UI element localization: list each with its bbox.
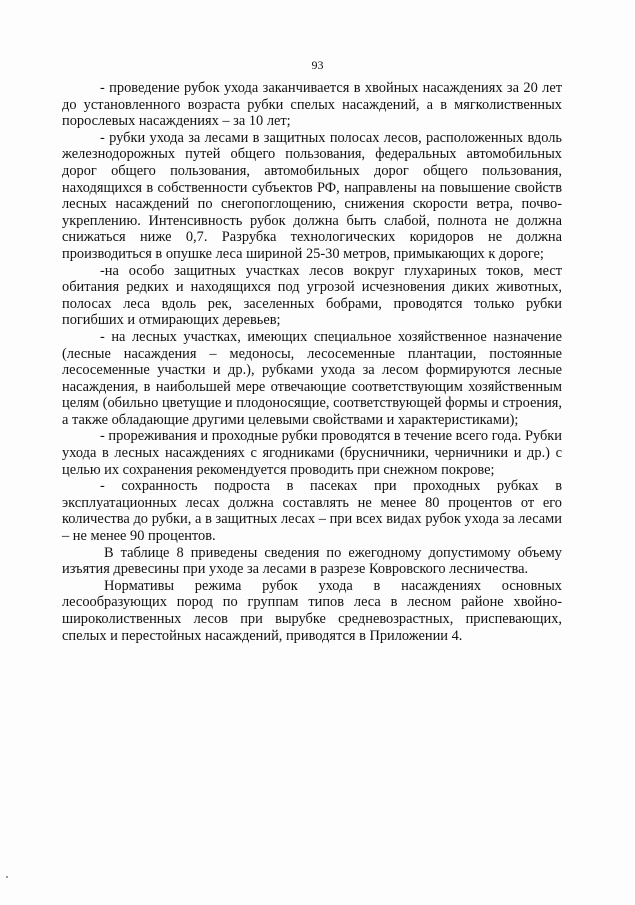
paragraph-table-8-reference: В таблице 8 приведены сведения по ежегодному допустимому объему изъятия древесины при уходе за лесами в разрезе Ковровского лесничества.: [62, 544, 562, 578]
paragraph-thinning-season: - прореживания и проходные рубки проводятся в течение всего года. Рубки ухода в лесных насаждениях с ягодниками (брусничники, черничники и др.) с целью их сохранения рекомендуется проводить при снежном покрове;: [62, 428, 562, 478]
body-text: [62, 80, 562, 644]
page-number: 93: [311, 58, 324, 72]
paragraph-protective-strips: - рубки ухода за лесами в защитных полосах лесов, расположенных вдоль железнодорожных путей общего пользования, федеральных автомобильных дорог общего пользования, автомобильных дорог общего пользования, находящихся в собственности субъектов РФ, направлены на повышение свойств лесных насаждений по снегопоглощению, снижения скорости ветра, почво-укреплению. Интенсивность рубок должна быть слабой, полнота не должна снижаться ниже 0,7. Разрубка технологических коридоров не должна производиться в опушке леса шириной 25-30 метров, примыкающих к дороге;: [62, 129, 562, 262]
paragraph-thinning-end: - проведение рубок ухода заканчивается в хвойных насаждениях за 20 лет до установленного возраста рубки спелых насаждений, а в мягколиственных порослевых насаждениях – за 10 лет;: [62, 80, 562, 130]
paragraph-appendix-4-reference: Нормативы режима рубок ухода в насаждениях основных лесообразующих пород по группам типов леса в лесном районе хвойно-широколиственных лесов при вырубке средневозрастных, приспевающих, спелых и перестойных насаждений, приводятся в Приложении 4.: [62, 577, 562, 644]
scan-speck: [6, 876, 8, 878]
paragraph-special-purpose-plots: - на лесных участках, имеющих специальное хозяйственное назначение (лесные насаждения – медоносы, лесосеменные плантации, постоянные лесосеменные участки и др.), рубками ухода за лесом формируются лесные насаждения, в наибольшей мере отвечающие соответствующим хозяйственным целям (обильно цветущие и плодоносящие, соответствующей формы и строения, а также обладающие другими целевыми свойствами и характеристиками);: [62, 328, 562, 428]
paragraph-special-protection-areas: -на особо защитных участках лесов вокруг глухариных токов, мест обитания редких и находящихся под угрозой исчезновения диких животных, полосах леса вдоль рек, заселенных бобрами, проводятся только рубки погибших и отмирающих деревьев;: [62, 262, 562, 329]
paragraph-undergrowth-preservation: - сохранность подроста в пасеках при проходных рубках в эксплуатационных лесах должна составлять не менее 80 процентов от его количества до рубки, а в защитных лесах – при всех видах рубок ухода за лесами – не менее 90 процентов.: [62, 478, 562, 545]
